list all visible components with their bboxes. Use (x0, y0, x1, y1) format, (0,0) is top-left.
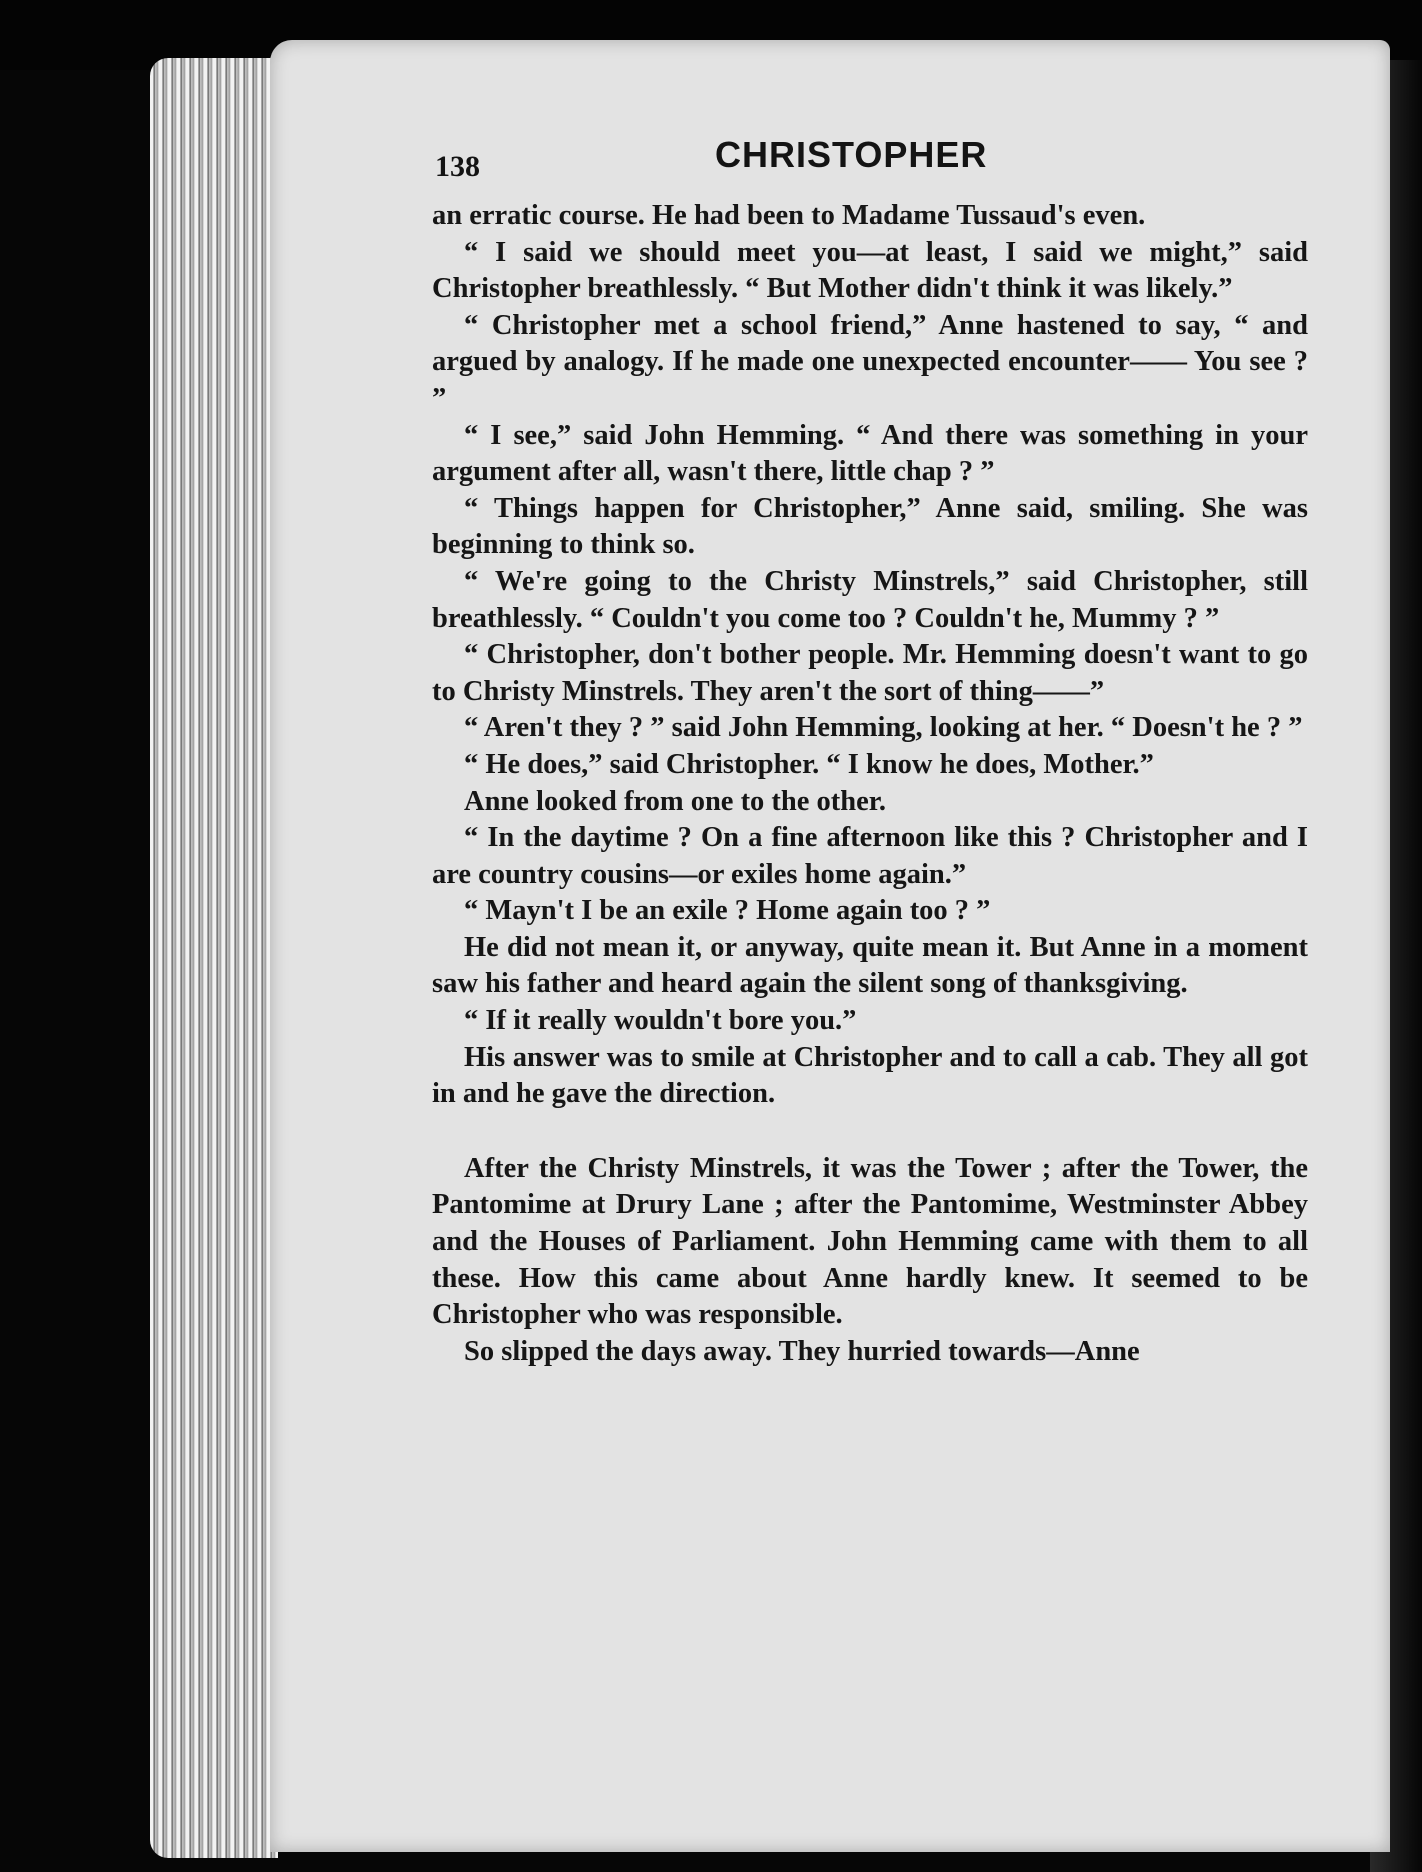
paragraph: “ Things happen for Christopher,” Anne said, smiling. She was beginning to think so. (432, 492, 1308, 561)
paragraph: So slipped the days away. They hurried towards—Anne (464, 1335, 1140, 1367)
paragraph: “ Christopher, don't bother people. Mr. Hemming doesn't want to go to Christy Minstrels. They aren't the sort of thing——” (432, 639, 1308, 707)
paragraph: “ Christopher met a school friend,” Anne hastened to say, “ and argued by analogy. If he made one unexpected encounter—— You see ? ” (432, 309, 1308, 414)
paragraph: His answer was to smile at Christopher and to call a cab. They all got in and he gave the direction. (432, 1041, 1308, 1110)
paragraph: “ I said we should meet you—at least, I said we might,” said Christopher breathlessly. “ But Mother didn't think it was likely.” (432, 236, 1308, 305)
paragraph: “ I see,” said John Hemming. “ And there was something in your argument after all, wasn't there, little chap ? ” (432, 419, 1308, 488)
paragraph: “ Aren't they ? ” said John Hemming, looking at her. “ Doesn't he ? ” (464, 712, 1303, 744)
page-edges (150, 58, 278, 1858)
running-title: CHRISTOPHER (715, 134, 988, 175)
paragraph: an erratic course. He had been to Madame Tussaud's even. (432, 200, 1146, 231)
paragraph: “ He does,” said Christopher. “ I know he does, Mother.” (464, 748, 1154, 780)
paragraph: “ If it really wouldn't bore you.” (464, 1005, 857, 1037)
paragraph: “ We're going to the Christy Minstrels,” said Christopher, still breathlessly. “ Couldn't you come too ? Couldn't he, Mummy ? ” (432, 565, 1308, 634)
paragraph: “ In the daytime ? On a fine afternoon like this ? Christopher and I are country cousins—or exiles home again.” (432, 822, 1308, 890)
paragraph: After the Christy Minstrels, it was the Tower ; after the Tower, the Pantomime at Drury Lane ; after the Pantomime, Westminster Abbey and the Houses of Parliament. John Hemming came with them to all these. How this came about Anne hardly knew. It seemed to be Christopher who was responsible. (432, 1152, 1308, 1331)
paragraph: He did not mean it, or anyway, quite mean it. But Anne in a moment saw his father and heard again the silent song of thanksgiving. (432, 931, 1308, 1000)
body-text (432, 198, 1308, 1370)
paragraph: “ Mayn't I be an exile ? Home again too ? ” (464, 895, 991, 927)
page-header (435, 128, 1305, 188)
page-number: 138 (435, 150, 480, 183)
paragraph: Anne looked from one to the other. (464, 785, 886, 817)
